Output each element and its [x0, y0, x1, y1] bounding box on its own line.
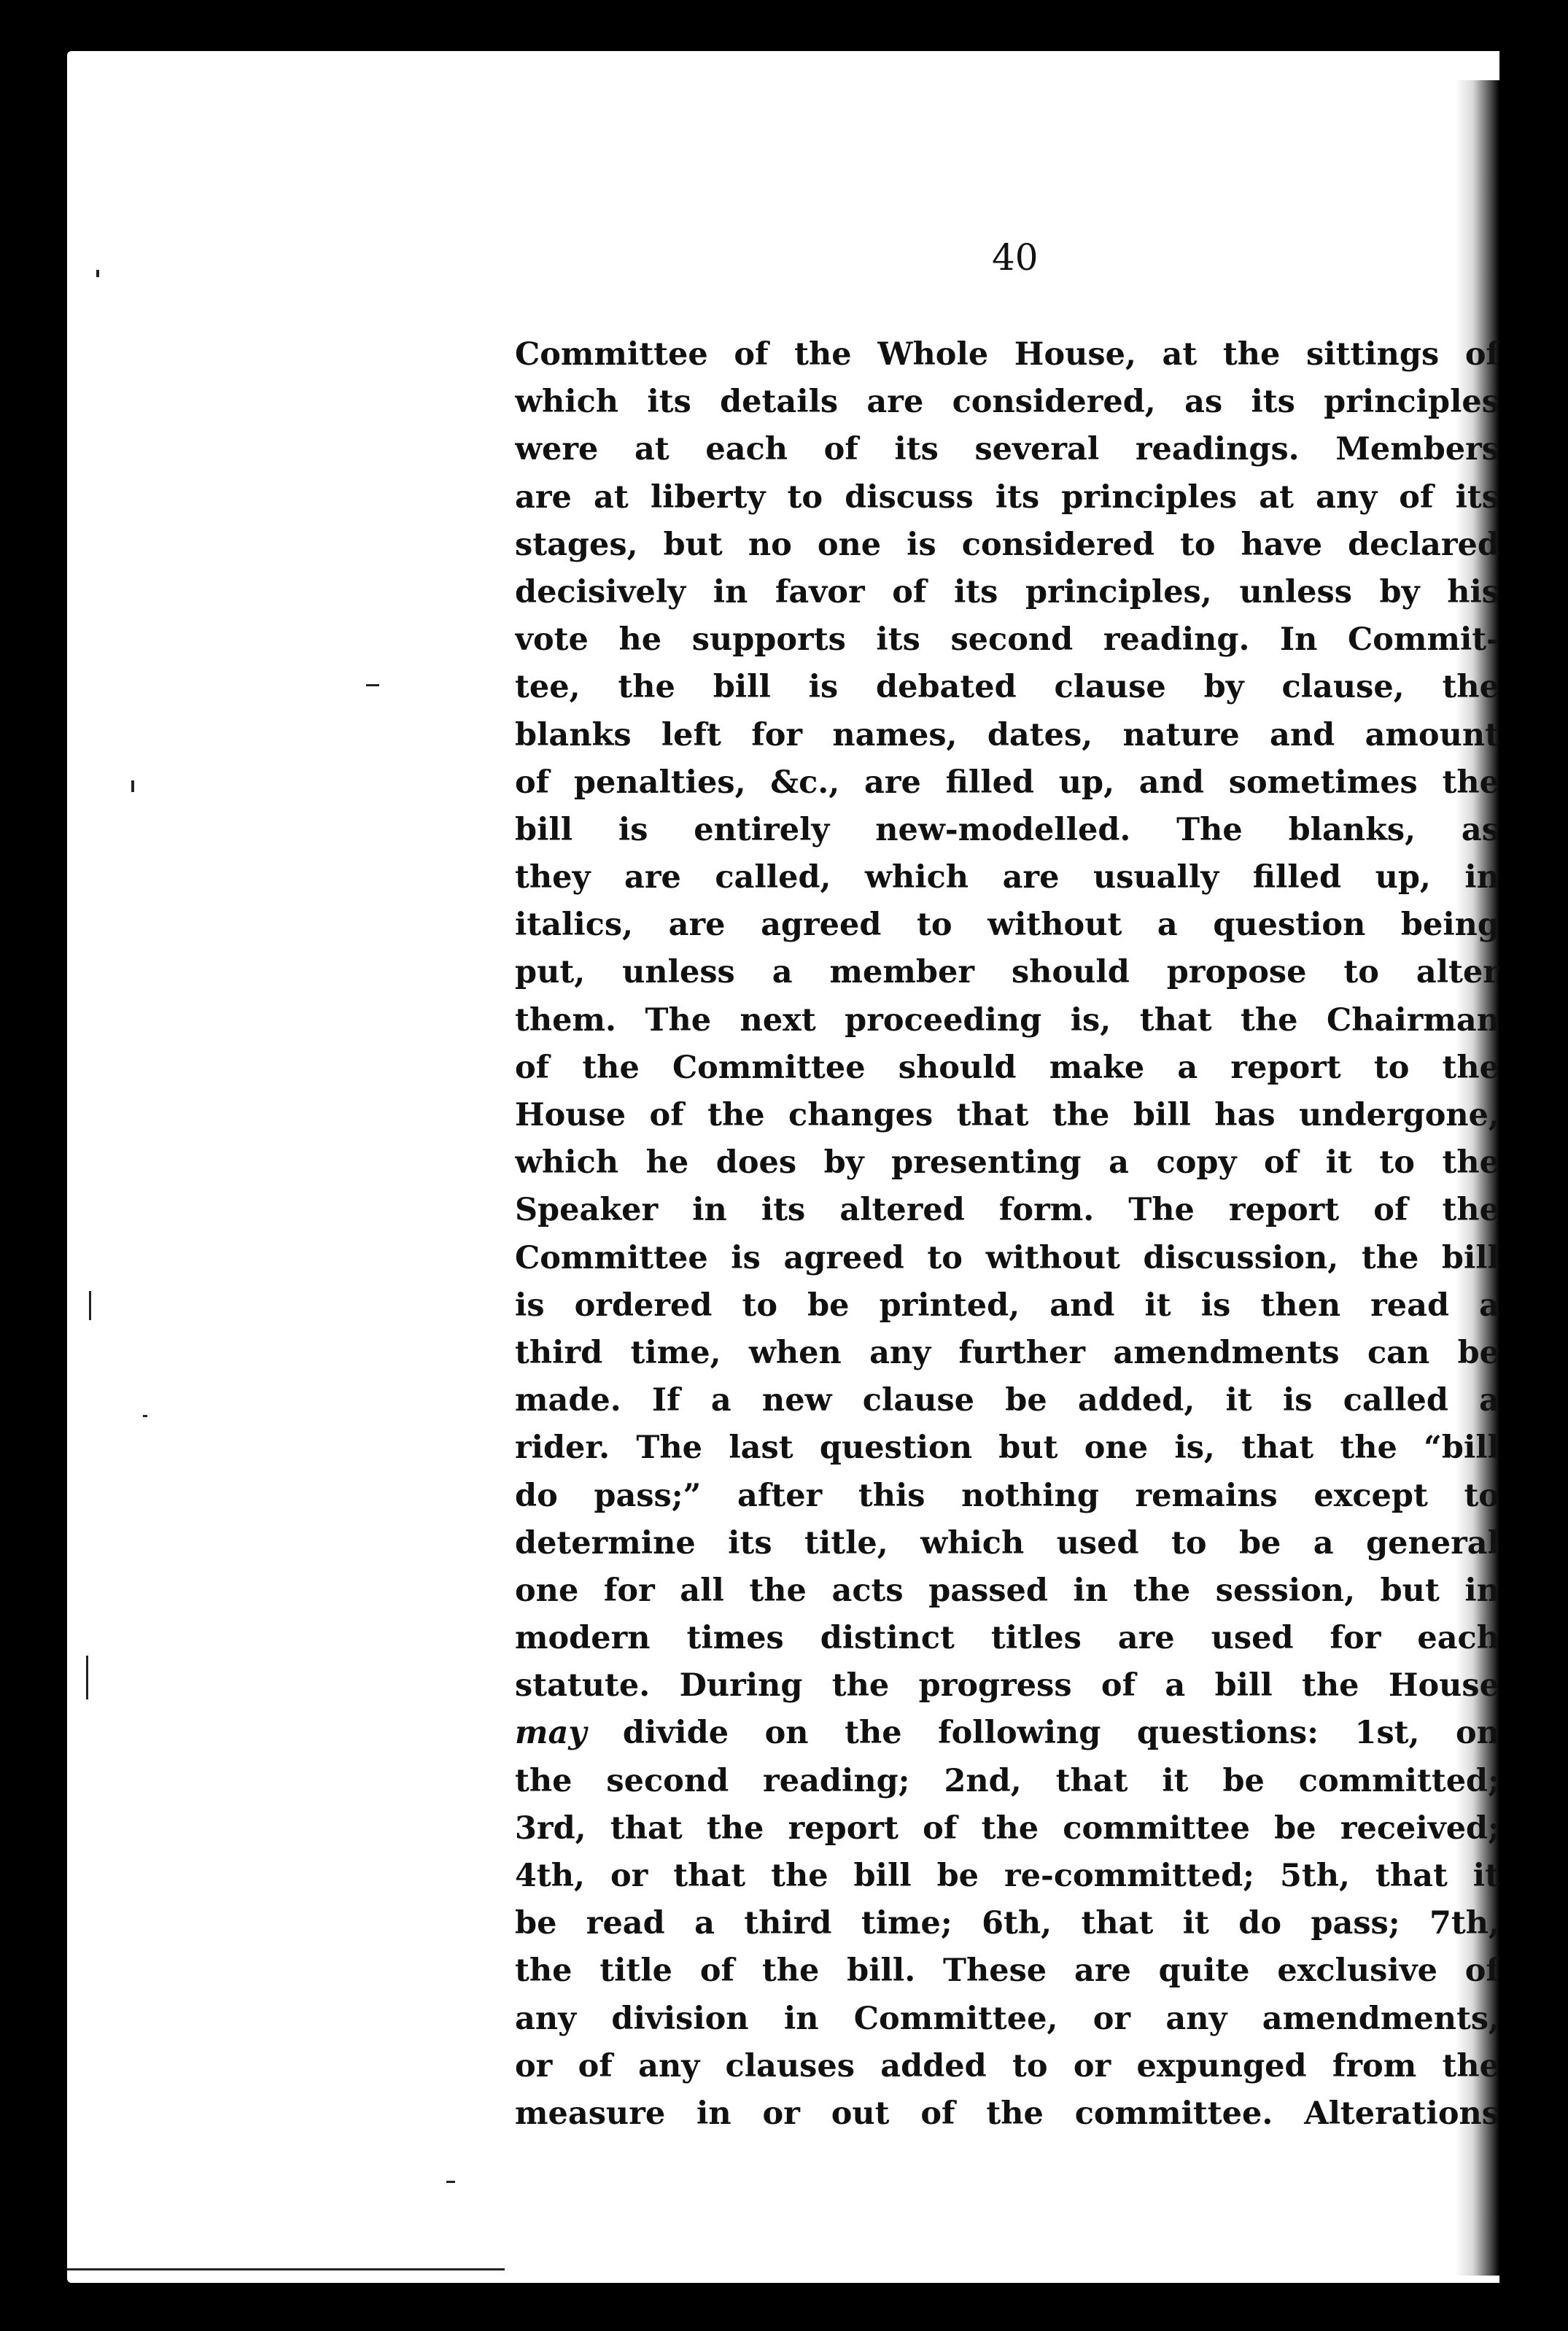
page-number: 40 [992, 236, 1039, 279]
text-line-rest: divide on the following questions: 1st, on [586, 1715, 1499, 1752]
text-line: the second reading; 2nd, that it be committed; [515, 1762, 1499, 1799]
text-line: of the Committee should make a report to the [515, 1049, 1499, 1086]
text-line: or of any clauses added to or expunged from the [515, 2047, 1499, 2084]
scan-speck [366, 684, 379, 686]
text-line: measure in or out of the committee. Alterations [515, 2095, 1499, 2132]
scan-speck [96, 270, 99, 277]
text-line: bill is entirely new-modelled. The blanks, as [515, 811, 1499, 848]
text-line: be read a third time; 6th, that it do pass; 7th, [515, 1905, 1499, 1942]
text-line: Speaker in its altered form. The report of the [515, 1192, 1499, 1229]
text-line: were at each of its several readings. Members [515, 431, 1499, 468]
text-line: third time, when any further amendments can be [515, 1334, 1499, 1371]
text-line: 4th, or that the bill be re-committed; 5th, that it [515, 1858, 1499, 1894]
text-line: them. The next proceeding is, that the Chairman [515, 1001, 1499, 1039]
text-line: any division in Committee, or any amendments, [515, 2000, 1499, 2037]
text-line: statute. During the progress of a bill the House [515, 1667, 1499, 1704]
text-line: do pass;” after this nothing remains except to [515, 1477, 1499, 1514]
text-line: one for all the acts passed in the session, but in [515, 1572, 1499, 1609]
scan-speck [143, 1415, 147, 1417]
italic-word: may [515, 1715, 587, 1752]
scan-speck [67, 2268, 505, 2270]
text-line: vote he supports its second reading. In Commit- [515, 621, 1499, 659]
text-line: House of the changes that the bill has undergone, [515, 1097, 1499, 1133]
text-line: made. If a new clause be added, it is called a [515, 1382, 1499, 1419]
text-line-italic-start [515, 1710, 1499, 1757]
text-line: Committee is agreed to without discussion, the bill [515, 1239, 1499, 1276]
text-line: modern times distinct titles are used for each [515, 1620, 1499, 1657]
text-line: are at liberty to discuss its principles at any of its [515, 478, 1499, 516]
text-line: they are called, which are usually filled up, in [515, 859, 1499, 896]
text-line: tee, the bill is debated clause by clause, the [515, 669, 1499, 706]
scan-speck [86, 1656, 88, 1699]
scan-speck [131, 780, 134, 792]
text-line: which he does by presenting a copy of it to the [515, 1144, 1499, 1182]
text-line: stages, but no one is considered to have declared [515, 526, 1499, 563]
text-line: decisively in favor of its principles, unless by his [515, 573, 1499, 610]
text-line: of penalties, &c., are filled up, and sometimes the [515, 764, 1499, 801]
text-line: 3rd, that the report of the committee be received; [515, 1810, 1499, 1847]
scan-speck [89, 1291, 91, 1320]
text-line: the title of the bill. These are quite exclusive of [515, 1952, 1499, 1990]
text-line: italics, are agreed to without a question being [515, 907, 1499, 944]
text-line: put, unless a member should propose to alter [515, 954, 1499, 991]
text-line: blanks left for names, dates, nature and amount [515, 716, 1499, 753]
text-line: which its details are considered, as its principles [515, 384, 1499, 421]
scan-speck [446, 2181, 455, 2183]
text-line: rider. The last question but one is, that the “bill [515, 1430, 1499, 1467]
text-line: determine its title, which used to be a general [515, 1524, 1499, 1562]
text-line: is ordered to be printed, and it is then read a [515, 1287, 1499, 1324]
book-page [67, 51, 1499, 2283]
body-text [515, 331, 1499, 2138]
text-line: Committee of the Whole House, at the sittings of [515, 336, 1499, 373]
